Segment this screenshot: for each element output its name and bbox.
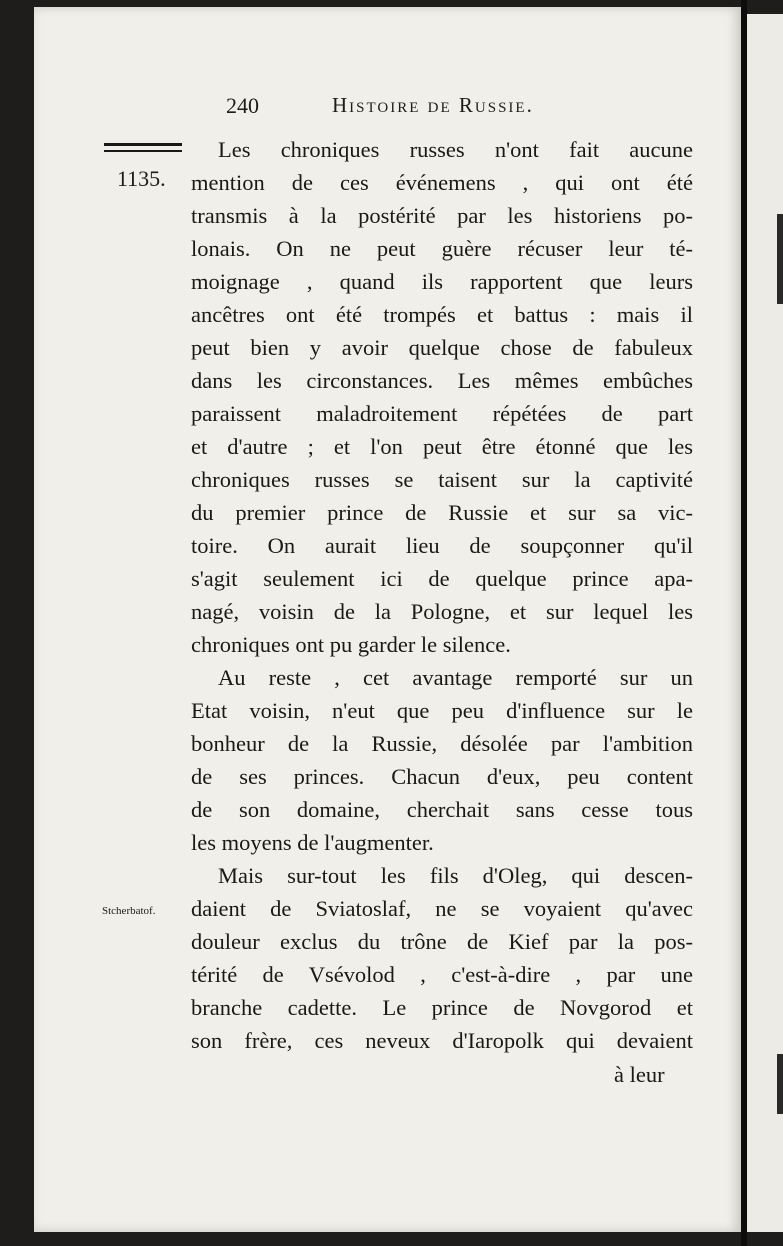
text-line: moignage , quand ils rapportent que leurs (191, 269, 693, 294)
running-title: Histoire de Russie. (332, 93, 534, 117)
text-line: bonheur de la Russie, désolée par l'ambition (191, 731, 693, 756)
facing-page-shadow (777, 214, 783, 304)
text-line: son frère, ces neveux d'Iaropolk qui devaient (191, 1028, 693, 1053)
text-line: térité de Vsévolod , c'est-à-dire , par une (191, 962, 693, 987)
text-line: daient de Sviatoslaf, ne se voyaient qu'avec (191, 896, 693, 921)
text-line: nagé, voisin de la Pologne, et sur lequel les (191, 599, 693, 624)
text-line: lonais. On ne peut guère récuser leur té- (191, 236, 693, 261)
text-line: ancêtres ont été trompés et battus : mais il (191, 302, 693, 327)
text-line: chroniques russes se taisent sur la captivité (191, 467, 693, 492)
text-line: douleur exclus du trône de Kief par la pos- (191, 929, 693, 954)
text-line: Etat voisin, n'eut que peu d'influence sur le (191, 698, 693, 723)
facing-page-edge (747, 14, 783, 1232)
text-line: transmis à la postérité par les historiens po- (191, 203, 693, 228)
text-line: chroniques ont pu garder le silence. (191, 632, 511, 657)
text-line: toire. On aurait lieu de soupçonner qu'il (191, 533, 693, 558)
text-line: mention de ces événemens , qui ont été (191, 170, 693, 195)
text-line: paraissent maladroitement répétées de part (191, 401, 693, 426)
margin-year: 1135. (117, 166, 166, 191)
text-line: de ses princes. Chacun d'eux, peu content (191, 764, 693, 789)
text-line: peut bien y avoir quelque chose de fabuleux (191, 335, 693, 360)
text-line: Les chroniques russes n'ont fait aucune (218, 137, 693, 162)
margin-rule-second (104, 150, 182, 152)
text-line: de son domaine, cherchait sans cesse tous (191, 797, 693, 822)
text-line: dans les circonstances. Les mêmes embûches (191, 368, 693, 393)
text-line: et d'autre ; et l'on peut être étonné que les (191, 434, 693, 459)
catchword: à leur (614, 1062, 665, 1087)
text-line: Mais sur-tout les fils d'Oleg, qui descen- (218, 863, 693, 888)
text-line: s'agit seulement ici de quelque prince apa- (191, 566, 693, 591)
text-line: les moyens de l'augmenter. (191, 830, 434, 855)
text-line: du premier prince de Russie et sur sa vic- (191, 500, 693, 525)
margin-source-note: Stcherbatof. (102, 905, 156, 917)
running-head (226, 93, 622, 123)
page-number: 240 (226, 93, 259, 118)
text-line: branche cadette. Le prince de Novgorod et (191, 995, 693, 1020)
facing-page-shadow-lower (777, 1054, 783, 1114)
text-line: Au reste , cet avantage remporté sur un (218, 665, 693, 690)
margin-rule (104, 143, 182, 146)
